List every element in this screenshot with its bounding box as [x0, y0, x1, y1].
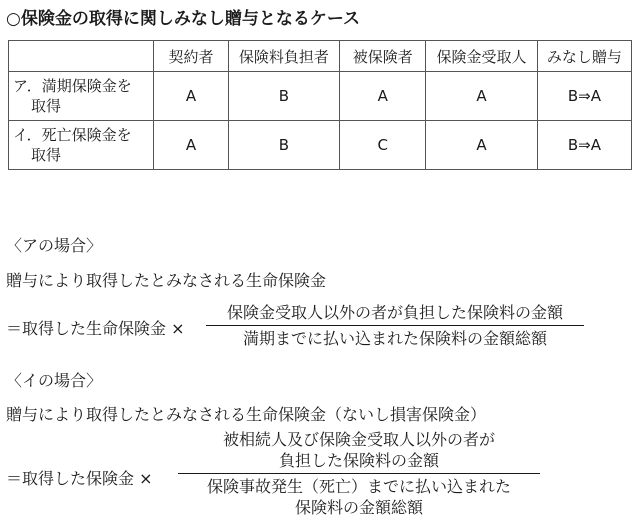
- row-label-line: イ．死亡保険金を: [13, 126, 132, 144]
- case-i-numerator-line: 負担した保険料の金額: [278, 451, 439, 470]
- case-a-statement: 贈与により取得したとみなされる生命保険金: [6, 271, 327, 290]
- table-row: [9, 72, 632, 121]
- table-cell: B⇒A: [537, 72, 631, 121]
- table-cell: A: [426, 121, 538, 170]
- case-i-heading: 〈イの場合〉: [6, 371, 103, 390]
- table-header-cell: みなし贈与: [537, 41, 631, 72]
- table-cell: B⇒A: [537, 121, 631, 170]
- row-label: [9, 121, 154, 170]
- table-cell: A: [426, 72, 538, 121]
- case-i-fraction: [178, 429, 540, 518]
- table-cell: C: [340, 121, 426, 170]
- case-i-statement: 贈与により取得したとみなされる生命保険金（ないし損害保険金）: [6, 405, 487, 424]
- page-title: ○保険金の取得に関しみなし贈与となるケース: [6, 9, 360, 29]
- table-header-cell: 契約者: [154, 41, 228, 72]
- table-cell: A: [154, 121, 228, 170]
- table-header-cell: 被保険者: [340, 41, 426, 72]
- table-cell: B: [228, 72, 340, 121]
- row-label-line: ア．満期保険金を: [13, 77, 132, 95]
- table-cell: A: [340, 72, 426, 121]
- table-row: [9, 121, 632, 170]
- case-a-fraction: [206, 302, 584, 349]
- table-header-cell: 保険金受取人: [426, 41, 538, 72]
- case-a-denominator: 満期までに払い込まれた保険料の金額総額: [242, 329, 547, 348]
- case-i-formula-left: ＝取得した保険金 ×: [6, 469, 153, 488]
- gift-case-table: [8, 40, 632, 170]
- table-cell: B: [228, 121, 340, 170]
- table-header-cell: [9, 41, 154, 72]
- row-label: [9, 72, 154, 121]
- fraction-bar: [206, 325, 584, 326]
- case-i-denominator-line: 保険料の金額総額: [294, 498, 423, 517]
- case-i-numerator-line: 被相続人及び保険金受取人以外の者が: [222, 430, 495, 449]
- case-i-denominator-line: 保険事故発生（死亡）までに払い込まれた: [206, 477, 511, 496]
- table-header-row: [9, 41, 632, 72]
- fraction-bar: [178, 473, 540, 474]
- case-a-heading: 〈アの場合〉: [6, 236, 103, 255]
- row-label-line: 取得: [31, 146, 62, 164]
- table-header-cell: 保険料負担者: [228, 41, 340, 72]
- case-a-formula-left: ＝取得した生命保険金 ×: [6, 319, 185, 338]
- case-a-numerator: 保険金受取人以外の者が負担した保険料の金額: [226, 303, 563, 322]
- table-cell: A: [154, 72, 228, 121]
- row-label-line: 取得: [31, 97, 62, 115]
